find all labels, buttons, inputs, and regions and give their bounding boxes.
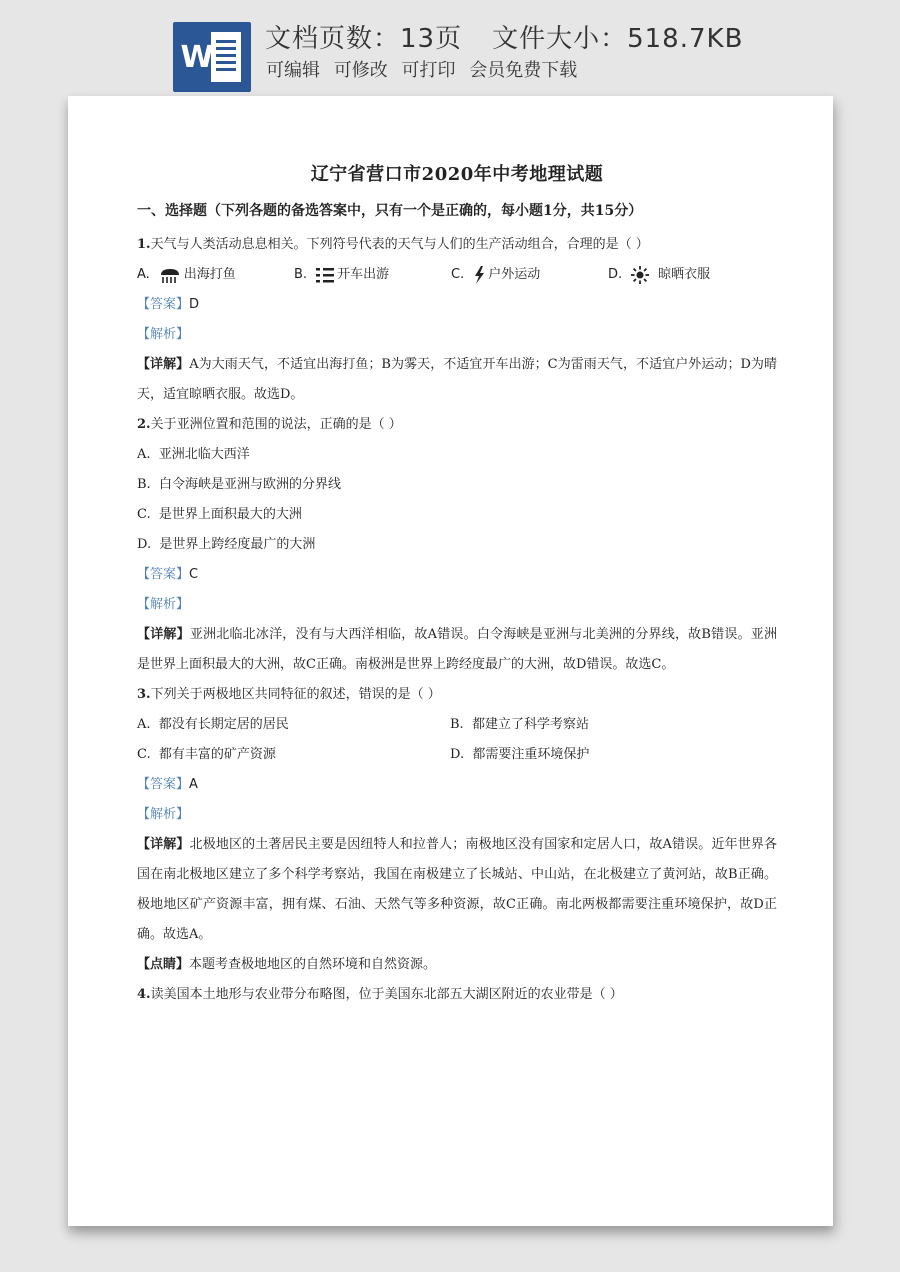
detail-2: 【详解】亚洲北临北冰洋，没有与大西洋相临，故A错误。白令海峡是亚洲与北美洲的分界线，故B错误。亚洲是世界上面积最大的大洲，故C正确。南极洲是世界上跨经度最广的大洲，故D错误。故选C。 — [137, 627, 777, 672]
feature-editable: 可编辑 — [266, 60, 320, 81]
option-b: B. 开车出游 — [294, 267, 390, 282]
option-c: C. 都有丰富的矿产资源 — [137, 747, 276, 762]
document-title: 辽宁省营口市2020年中考地理试题 — [310, 164, 604, 185]
question-3-options-row-2 — [137, 740, 777, 770]
document-content — [137, 160, 777, 1010]
option-d: D. 都需要注重环境保护 — [450, 747, 590, 762]
download-banner — [0, 0, 900, 96]
section-heading: 一、选择题（下列各题的备选答案中，只有一个是正确的，每小题1分，共15分） — [137, 203, 643, 219]
question-1: 1.天气与人类活动息息相关。下列符号代表的天气与人们的生产活动组合，合理的是（ ） — [137, 237, 649, 252]
feature-list — [266, 56, 585, 82]
option-a: A. 都没有长期定居的居民 — [137, 717, 289, 732]
question-3: 3.下列关于两极地区共同特征的叙述，错误的是（ ） — [137, 687, 441, 702]
detail-3: 【详解】北极地区的土著居民主要是因纽特人和拉普人；南极地区没有国家和定居人口，故A错误。近年世界各国在南北极地区建立了多个科学考察站，我国在南极建立了长城站、中山站，在北极建立了黄河站，故B正确。极地地区矿产资源丰富，拥有煤、石油、天然气等多种资源，故C正确。南北两极都需要注重环境保护，故D正确。故选A。 — [137, 837, 777, 942]
option-b: B. 都建立了科学考察站 — [450, 717, 589, 732]
question-2: 2.关于亚洲位置和范围的说法，正确的是（ ） — [137, 417, 402, 432]
comment-3: 【点睛】本题考查极地地区的自然环境和自然资源。 — [137, 957, 437, 972]
fog-icon — [315, 266, 335, 284]
word-document-icon — [173, 22, 251, 92]
option-d: D. 是世界上跨经度最广的大洲 — [137, 537, 316, 552]
file-size: 文件大小：518.7KB — [492, 24, 744, 54]
feature-member-download[interactable]: 会员免费下载 — [469, 60, 578, 81]
option-c: C. 是世界上面积最大的大洲 — [137, 507, 302, 522]
feature-modifiable: 可修改 — [333, 60, 388, 81]
option-b: B. 白令海峡是亚洲与欧洲的分界线 — [137, 477, 341, 492]
option-a: A. 亚洲北临大西洋 — [137, 447, 250, 462]
heavy-rain-icon — [158, 266, 182, 284]
sunny-icon — [630, 265, 650, 285]
question-3-options-row-1 — [137, 710, 777, 740]
option-a: A. 出海打鱼 — [137, 267, 236, 282]
detail-1: 【详解】A为大雨天气，不适宜出海打鱼；B为雾天，不适宜开车出游；C为雷雨天气，不适宜户外运动；D为晴天，适宜晾晒衣服。故选D。 — [137, 357, 777, 402]
answer-2: 【答案】C — [137, 567, 199, 582]
page-count: 文档页数：13页 — [265, 24, 463, 54]
option-d: D. 晾晒衣服 — [608, 260, 710, 290]
answer-3: 【答案】A — [137, 777, 198, 792]
analysis-label-1: 【解析】 — [137, 327, 190, 342]
answer-1: 【答案】D — [137, 297, 200, 312]
banner-title — [265, 18, 743, 55]
analysis-label-3: 【解析】 — [137, 807, 190, 822]
option-c: C. 户外运动 — [451, 260, 608, 290]
question-1-options — [137, 260, 777, 290]
thunderstorm-icon — [472, 265, 486, 285]
analysis-label-2: 【解析】 — [137, 597, 190, 612]
word-icon-letter: W — [180, 40, 214, 75]
document-page — [68, 96, 833, 1226]
word-icon-page — [211, 32, 241, 82]
question-4: 4.读美国本土地形与农业带分布略图，位于美国东北部五大湖区附近的农业带是（ ） — [137, 987, 623, 1002]
feature-printable: 可打印 — [401, 60, 456, 81]
